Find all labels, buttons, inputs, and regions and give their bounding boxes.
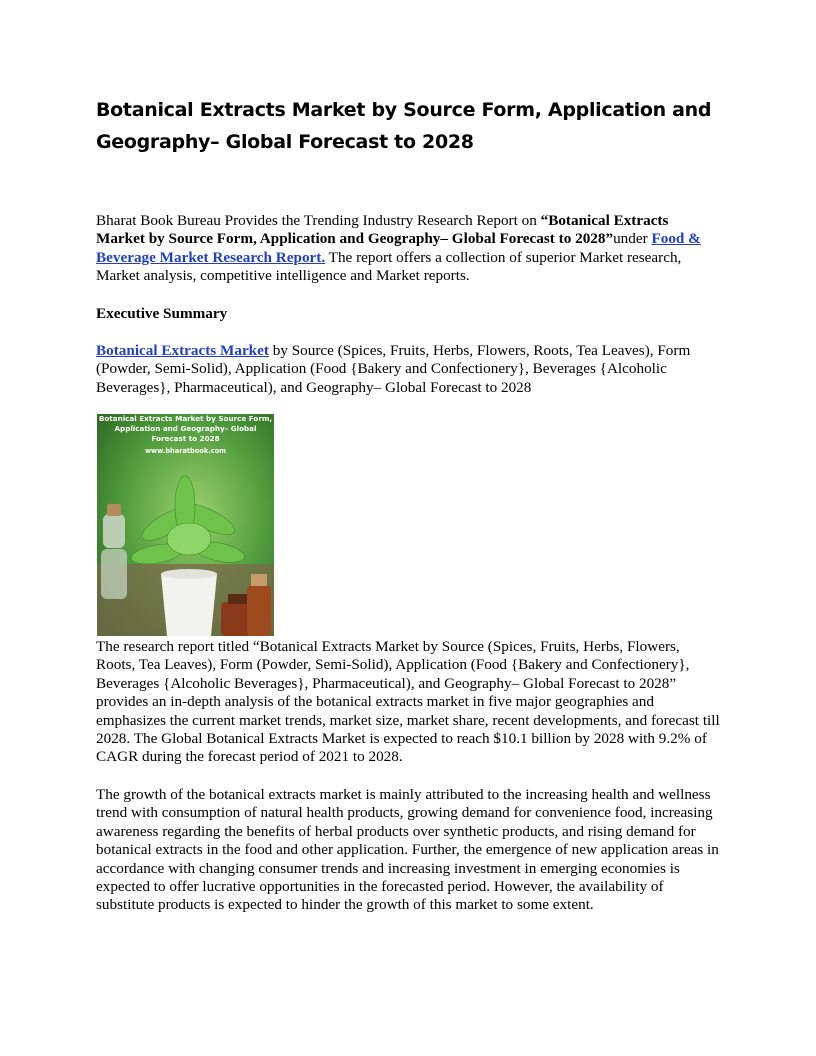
intro-under: under <box>613 230 652 248</box>
intro-tail: The report offers a collection of superior Market research, Market analysis, competitive intelligence and Market reports. <box>96 248 682 285</box>
executive-summary-heading: Executive Summary <box>96 305 228 322</box>
food-beverage-link-period[interactable]: . <box>321 248 326 266</box>
executive-summary-paragraph <box>96 342 720 397</box>
intro-report-name: “Botanical Extracts Market by Source Form, Application and Geography– Global Forecast to 2028” <box>96 212 669 248</box>
cover-title: Botanical Extracts Market by Source Form, Application and Geography– Global Forecast to 2028 <box>98 414 273 443</box>
food-beverage-report-link[interactable]: Food & Beverage Market Research Report <box>96 230 701 266</box>
intro-lead: Bharat Book Bureau Provides the Trending Industry Research Report on <box>96 212 541 229</box>
botanical-extracts-market-link[interactable]: Botanical Extracts Market <box>96 342 269 359</box>
cover-url: www.bharatbook.com <box>144 447 227 455</box>
executive-summary-text: by Source (Spices, Fruits, Herbs, Flowers, Roots, Tea Leaves), Form (Powder, Semi-Solid), Application (Food {Bakery and Confectionery}, Beverages {Alcoholic Beverages}, Pharmaceutical), and Geography– Global Forecast to 2028 <box>96 342 691 396</box>
page-title: Botanical Extracts Market by Source Form, Application and Geography– Global Forecast to 2028 <box>96 99 712 153</box>
research-paragraph: The research report titled “Botanical Extracts Market by Source (Spices, Fruits, Herbs, Flowers, Roots, Tea Leaves), Form (Powder, Semi-Solid), Application (Food {Bakery and Confectionery}, Beverages {Alcoholic Beverages}, Pharmaceutical), and Geography– Global Forecast to 2028” provides an in-depth analysis of the botanical extracts market in five major geographies and emphasizes the current market trends, market size, market share, recent developments, and forecast till 2028. The Global Botanical Extracts Market is expected to reach $10.1 billion by 2028 with 9.2% of CAGR during the forecast period of 2021 to 2028. <box>96 638 720 766</box>
report-cover-image <box>97 414 274 636</box>
intro-paragraph <box>96 212 720 286</box>
growth-paragraph: The growth of the botanical extracts market is mainly attributed to the increasing health and wellness trend with consumption of natural health products, growing demand for convenience food, increasing awareness regarding the benefits of herbal products over synthetic products, and rising demand for botanical extracts in the food and other application. Further, the emergence of new application areas in accordance with changing consumer trends and increasing investment in emerging economies is expected to offer lucrative opportunities in the forecasted period. However, the availability of substitute products is expected to hinder the growth of this market to some extent. <box>96 786 719 914</box>
